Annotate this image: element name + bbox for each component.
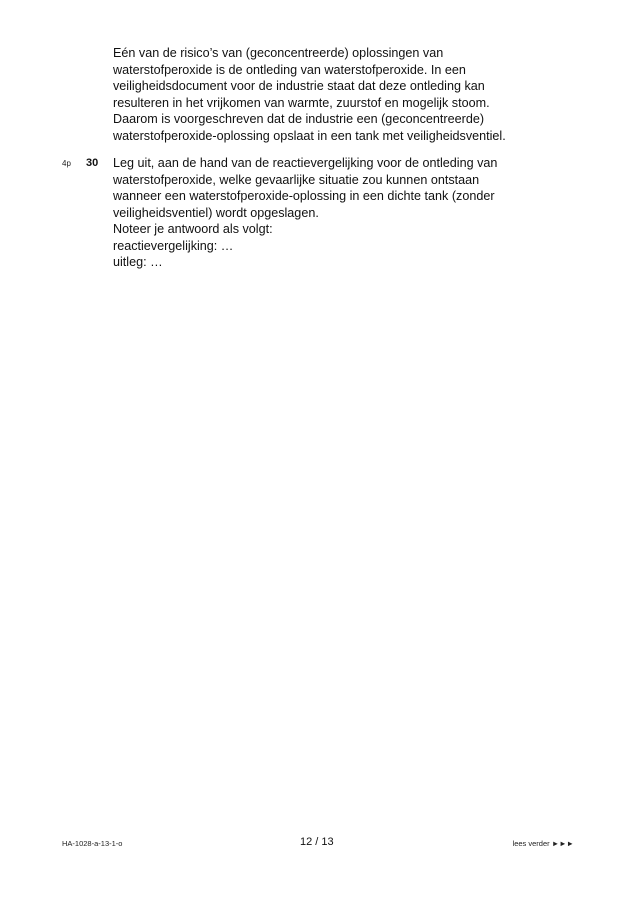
continue-indicator: lees verder ►►► <box>512 839 574 848</box>
exam-code: HA-1028-a-13-1-o <box>62 839 123 848</box>
intro-line: Daarom is voorgeschreven dat de industrie een (geconcentreerde) <box>113 112 485 126</box>
question-points: 4p <box>62 159 71 168</box>
question-line: veiligheidsventiel) wordt opgeslagen. <box>113 205 319 220</box>
intro-line: waterstofperoxide-oplossing opslaat in een tank met veiligheidsventiel. <box>113 128 506 143</box>
intro-paragraph <box>113 45 573 144</box>
intro-line: veiligheidsdocument voor de industrie staat dat deze ontleding kan <box>113 79 485 93</box>
question-line: waterstofperoxide, welke gevaarlijke situatie zou kunnen ontstaan <box>113 172 480 187</box>
question-line: wanneer een waterstofperoxide-oplossing in een dichte tank (zonder <box>113 189 495 203</box>
question-text <box>113 155 573 271</box>
page-number: 12 / 13 <box>300 836 334 848</box>
question-line: uitleg: … <box>113 255 163 269</box>
question-line: reactievergelijking: … <box>113 238 234 253</box>
question-line: Leg uit, aan de hand van de reactievergelijking voor de ontleding van <box>113 156 498 170</box>
question-number: 30 <box>86 157 99 169</box>
intro-line: Eén van de risico’s van (geconcentreerde) oplossingen van <box>113 46 444 60</box>
question-line: Noteer je antwoord als volgt: <box>113 222 273 236</box>
intro-line: resulteren in het vrijkomen van warmte, zuurstof en mogelijk stoom. <box>113 95 490 110</box>
page-footer <box>0 836 636 852</box>
intro-line: waterstofperoxide is de ontleding van waterstofperoxide. In een <box>113 62 466 77</box>
